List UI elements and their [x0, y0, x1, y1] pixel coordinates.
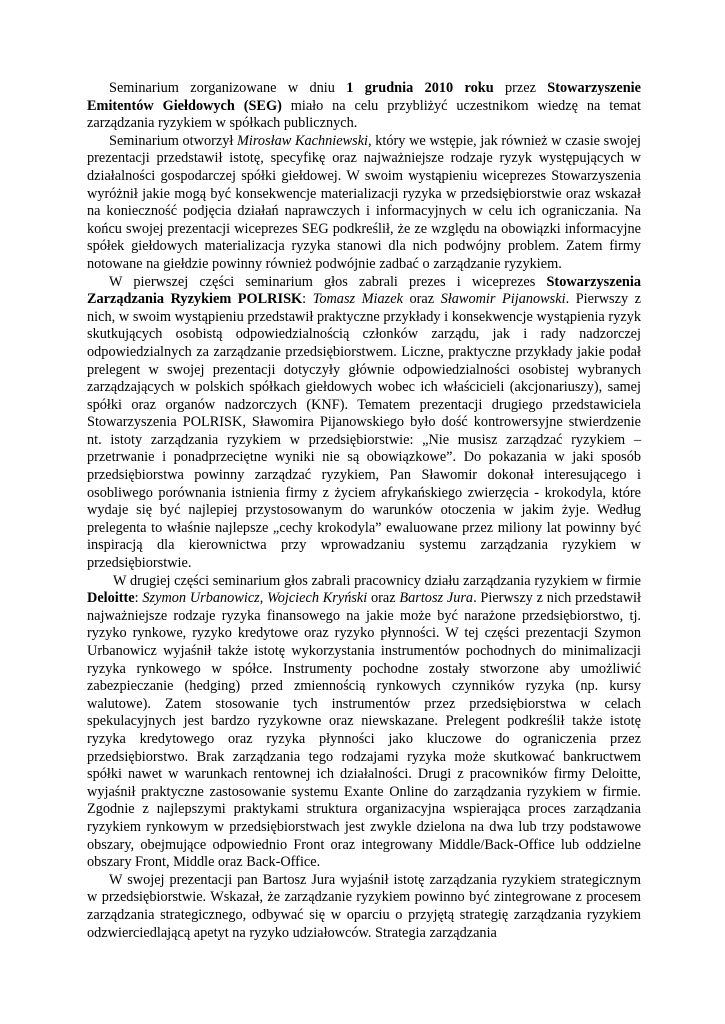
run: Seminarium zorganizowane w dniu — [109, 80, 347, 96]
run: : — [134, 590, 143, 607]
organizer-name: Stowarzyszenie Emitentów Giełdowych (SEG) — [87, 80, 641, 114]
run: Seminarium otworzył — [109, 132, 238, 149]
organization-name: Deloitte — [87, 590, 135, 607]
run: . Pierwszy z nich, w swoim wystąpieniu przedstawił praktyczne przykłady i konsekwencje wystąpienia ryzyk skutkujących osobistą odpowiedzialnością członków zarządu, jak i rady nadzorczej odpowiedzialnych za zarządzanie przedsiębiorstwem. Liczne, praktyczne przykłady jakie podał prelegent w swojej prezentacji dotyczyły głównie odpowiedzialności osobistej wybranych zarządzających w polskich spółkach giełdowych wobec ich właścicieli (akcjonariuszy), samej spółki oraz organów nadzorczych (KNF). Tematem prezentacji drugiego przedstawiciela Stowarzyszenia POLRISK, Sławomira Pijanowskiego było dość kontrowersyjne stwierdzenie nt. istoty zarządzania ryzykiem w przedsiębiorstwie: „Nie musisz zarządzać ryzykiem – przetrwanie i ponadprzeciętne wyniki nie są obowiązkowe”. Do pokazania w jaki sposób przedsiębiorstwa powinny zarządzać ryzykiem, Pan Sławomir dokonał interesującego i osobliwego porównania istnienia firmy z życiem afrykańskiego zwierzęcia - krokodyla, które wydaje się być najlepiej przystosowanym do warunków otoczenia w jakim żyje. Według prelegenta to właśnie najlepsze „cechy krokodyla” ewaluowane przez miliony lat powinny być inspiracją dla kierownictwa przy wprowadzaniu systemu zarządzania ryzykiem w przedsiębiorstwie. — [87, 291, 642, 572]
run: , który we wstępie, jak również w czasie swojej prezentacji przedstawił istotę, specyfikę oraz najważniejsze rodzaje ryzyk występujących w działalności gospodarczej spółki giełdowej. W swoim wystąpieniu wiceprezes Stowarzyszenia wyróżnił jakie mogą być konsekwencje materializacji ryzyka w przedsiębiorstwie oraz wskazał na konieczność podjęcia działań naprawczych i informacyjnych w celu ich ograniczania. Na końcu swojej prezentacji wiceprezes SEG podkreślił, że ze względu na obowiązki informacyjne spółek giełdowych materializacja ryzyka stanowi dla nich podwójny problem. Zatem firmy notowane na giełdzie powinny również podwójnie zadbać o zarządzanie ryzykiem. — [87, 132, 641, 272]
run: . Pierwszy z nich przedstawił najważniejsze rodzaje ryzyka finansowego na jakie może być narażone przedsiębiorstwo, tj. ryzyko rynkowe, ryzyko kredytowe oraz ryzyko płynności. W tej części prezentacji Szymon Urbanowicz wyjaśnił także istotę wykorzystania instrumentów pochodnych do minimalizacji ryzyka rynkowego w spółce. Instrumenty pochodne zostały stworzone aby umożliwić zabezpieczanie (hedging) przed zmiennością rynkowych czynników ryzyka (np. kursy walutowe). Zatem stosowanie tych instrumentów przez przedsiębiorstwa w celach spekulacyjnych jest bardzo ryzykowne oraz niewskazane. Prelegent podkreślił także istotę ryzyka kredytowego oraz ryzyka płynności jako kluczowe do ograniczenia przez przedsiębiorstwo. Brak zarządzania tego rodzajami ryzyka może skutkować bankructwem spółki nawet w warunkach rentownej ich działalności. Drugi z pracowników firmy Deloitte, wyjaśnił praktyczne zastosowanie systemu Exante Online do zarządzania ryzykiem w firmie. Zgodnie z najlepszymi praktykami struktura organizacyjna wspierająca proces zarządzania ryzykiem rynkowym w przedsiębiorstwach jest zwykle dzielona na dwa lub trzy podstawowe obszary, obejmujące odpowiednio Front oraz integrowany Middle/Back-Office lub oddzielne obszary Front, Middle oraz Back-Office. — [87, 590, 641, 871]
speaker-name: Bartosz Jura — [399, 590, 474, 607]
run: W drugiej części seminarium głos zabrali pracownicy działu zarządzania ryzykiem w firmie — [113, 572, 641, 589]
paragraph-1 — [87, 80, 641, 133]
organization-name: Stowarzyszenia Zarządzania Ryzykiem POLRISK — [87, 273, 641, 308]
run: , — [259, 590, 268, 607]
paragraph-4 — [87, 573, 641, 872]
paragraph-3 — [87, 274, 641, 573]
run: oraz — [367, 590, 400, 607]
speaker-name: Sławomir Pijanowski — [440, 291, 566, 308]
speaker-name: Wojciech Kryński — [267, 590, 368, 607]
document-page — [87, 80, 641, 942]
paragraph-5 — [87, 872, 641, 942]
run: przez — [493, 80, 548, 96]
run: oraz — [402, 291, 441, 308]
paragraph-2 — [87, 133, 641, 274]
seminar-date: 1 grudnia 2010 roku — [346, 80, 494, 96]
run: : — [302, 291, 313, 308]
run: W swojej prezentacji pan Bartosz Jura wyjaśnił istotę zarządzania ryzykiem strategicznym w przedsiębiorstwie. Wskazał, że zarządzanie ryzykiem powinno być zintegrowane z procesem zarządzania strategicznego, odbywać się w oparciu o przyjętą strategię zarządzania ryzykiem odzwierciedlającą apetyt na ryzyko udziałowców. Strategia zarządzania — [87, 871, 641, 941]
run: W pierwszej części seminarium głos zabrali prezes i wiceprezes — [109, 273, 547, 290]
speaker-name: Szymon Urbanowicz — [142, 590, 260, 607]
speaker-name: Mirosław Kachniewski — [237, 132, 369, 149]
run: miało na celu przybliżyć uczestnikom wiedzę na temat zarządzania ryzykiem w spółkach publicznych. — [87, 97, 641, 132]
speaker-name: Tomasz Miazek — [312, 291, 403, 308]
